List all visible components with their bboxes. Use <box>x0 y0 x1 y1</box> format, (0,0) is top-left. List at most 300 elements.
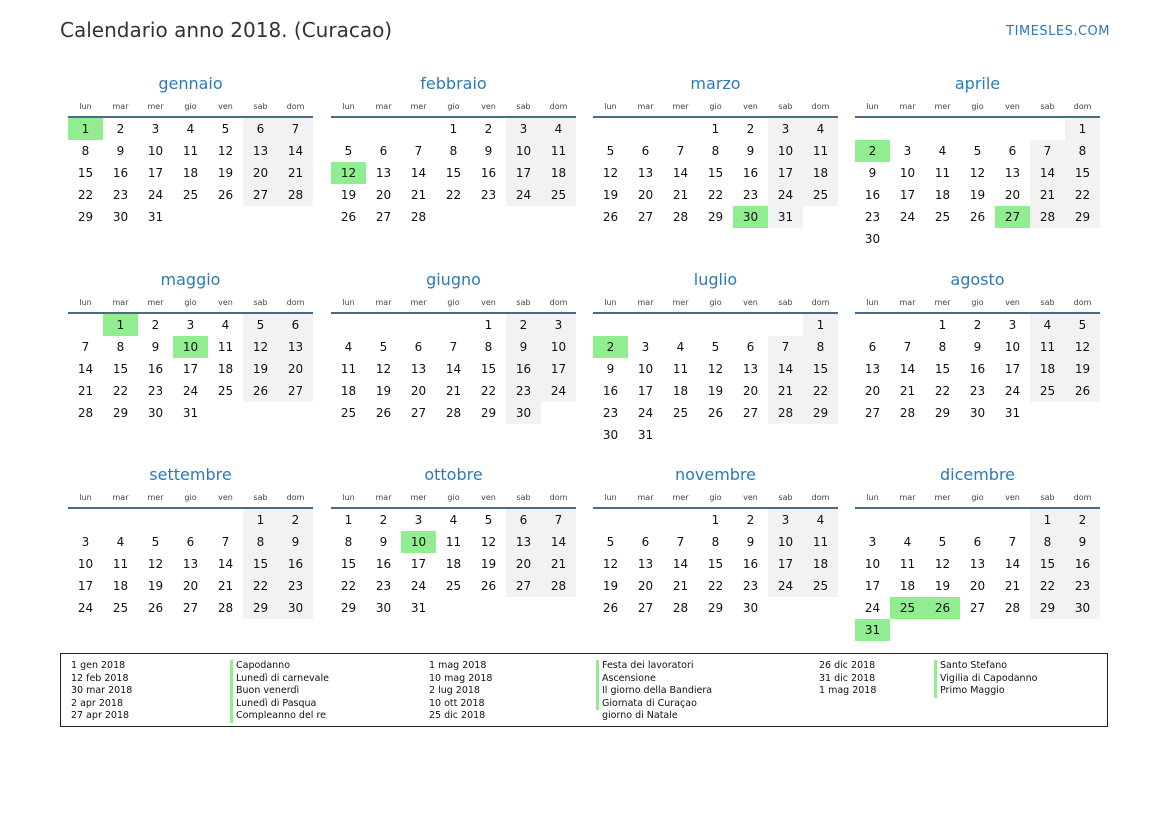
day-cell: 9 <box>484 144 493 158</box>
day-cell: 16 <box>506 358 541 380</box>
weekday-label: ven <box>1005 102 1020 111</box>
day-cell: 8 <box>449 144 458 158</box>
site-link[interactable]: TIMESLES.COM <box>1006 24 1110 39</box>
day-cell: 26 <box>707 406 724 420</box>
empty-day-cell <box>593 509 628 531</box>
day-cell: 21 <box>445 384 462 398</box>
empty-day-cell <box>1030 118 1065 140</box>
legend-date: 30 mar 2018 <box>71 685 133 697</box>
day-cell: 29 <box>112 406 129 420</box>
month-dicembre <box>855 463 1100 641</box>
legend-date: 31 dic 2018 <box>819 672 876 684</box>
day-cell: 13 <box>637 557 654 571</box>
day-cell: 20 <box>278 358 313 380</box>
month-aprile <box>855 72 1100 250</box>
legend-holiday-name: giorno di Natale <box>602 710 678 722</box>
day-cell: 30 <box>864 232 881 246</box>
weekday-label: ven <box>481 102 496 111</box>
weekday-header <box>68 292 313 314</box>
day-cell: 6 <box>243 118 278 140</box>
day-cell: 31 <box>182 406 199 420</box>
day-cell: 27 <box>969 601 986 615</box>
day-cell: 19 <box>147 579 164 593</box>
month-maggio <box>68 268 313 424</box>
day-cell: 2 <box>151 318 160 332</box>
day-cell: 23 <box>278 575 313 597</box>
day-cell: 21 <box>217 579 234 593</box>
weekday-label: ven <box>1005 493 1020 502</box>
day-cell: 2 <box>746 122 755 136</box>
day-cell: 7 <box>1008 535 1017 549</box>
day-cell: 14 <box>899 362 916 376</box>
day-cell: 15 <box>803 358 838 380</box>
day-cell: 20 <box>637 579 654 593</box>
day-cell: 9 <box>278 531 313 553</box>
day-cell: 29 <box>803 402 838 424</box>
day-cell: 6 <box>868 340 877 354</box>
day-cell: 1 <box>711 122 720 136</box>
day-cell: 18 <box>899 579 916 593</box>
day-cell: 3 <box>506 118 541 140</box>
day-cell: 9 <box>506 336 541 358</box>
weekday-header <box>331 487 576 509</box>
holiday-day-cell: 10 <box>173 336 208 358</box>
day-cell: 18 <box>182 166 199 180</box>
day-cell: 1 <box>344 513 353 527</box>
day-cell: 29 <box>77 210 94 224</box>
weekday-label: mar <box>637 493 654 502</box>
day-cell: 14 <box>278 140 313 162</box>
day-cell: 20 <box>1004 188 1021 202</box>
holiday-day-cell: 1 <box>68 118 103 140</box>
day-cell: 18 <box>340 384 357 398</box>
day-cell: 17 <box>637 384 654 398</box>
day-grid <box>855 118 1100 250</box>
day-cell: 12 <box>375 362 392 376</box>
day-cell: 4 <box>116 535 125 549</box>
day-cell: 5 <box>243 314 278 336</box>
holiday-day-cell: 12 <box>331 162 366 184</box>
weekday-label: mar <box>899 298 916 307</box>
day-cell: 2 <box>116 122 125 136</box>
day-cell: 14 <box>1004 557 1021 571</box>
empty-day-cell <box>663 314 698 336</box>
day-cell: 15 <box>707 557 724 571</box>
legend-holiday-name: Capodanno <box>230 660 329 673</box>
day-cell: 3 <box>868 535 877 549</box>
day-cell: 15 <box>243 553 278 575</box>
day-cell: 26 <box>602 601 619 615</box>
day-cell: 20 <box>742 384 759 398</box>
month-giugno <box>331 268 576 424</box>
day-cell: 9 <box>973 340 982 354</box>
day-cell: 28 <box>672 601 689 615</box>
weekday-label: lun <box>79 493 92 502</box>
weekday-label: gio <box>709 493 722 502</box>
day-cell: 20 <box>864 384 881 398</box>
day-cell: 17 <box>506 162 541 184</box>
legend-holiday-name: Lunedì di Pasqua <box>230 698 329 711</box>
day-cell: 23 <box>1065 575 1100 597</box>
day-cell: 23 <box>742 188 759 202</box>
day-cell: 3 <box>541 314 576 336</box>
day-cell: 9 <box>116 144 125 158</box>
day-cell: 16 <box>742 557 759 571</box>
empty-day-cell <box>733 314 768 336</box>
day-cell: 3 <box>768 118 803 140</box>
day-cell: 8 <box>81 144 90 158</box>
month-name: luglio <box>693 270 738 289</box>
day-cell: 16 <box>112 166 129 180</box>
day-cell: 21 <box>768 380 803 402</box>
weekday-label: mar <box>112 298 129 307</box>
day-cell: 2 <box>278 509 313 531</box>
weekday-label: lun <box>866 493 879 502</box>
day-cell: 25 <box>672 406 689 420</box>
empty-day-cell <box>768 314 803 336</box>
legend-holiday-name: Compleanno del re <box>230 710 329 723</box>
holiday-day-cell: 25 <box>890 597 925 619</box>
month-ottobre <box>331 463 576 619</box>
empty-day-cell <box>138 509 173 531</box>
month-agosto <box>855 268 1100 424</box>
month-name: marzo <box>690 74 741 93</box>
weekday-label: ven <box>218 102 233 111</box>
day-cell: 19 <box>243 358 278 380</box>
day-cell: 14 <box>77 362 94 376</box>
day-cell: 21 <box>672 188 689 202</box>
weekday-header <box>855 96 1100 118</box>
weekday-label: gio <box>184 493 197 502</box>
day-cell: 18 <box>445 557 462 571</box>
day-cell: 11 <box>934 166 951 180</box>
day-cell: 2 <box>484 122 493 136</box>
day-cell: 24 <box>147 188 164 202</box>
legend-dates-col-2 <box>429 660 492 723</box>
day-cell: 23 <box>742 579 759 593</box>
day-cell: 24 <box>768 575 803 597</box>
weekday-header <box>593 487 838 509</box>
page-title: Calendario anno 2018. (Curacao) <box>60 18 393 42</box>
day-cell: 27 <box>278 380 313 402</box>
day-cell: 16 <box>147 362 164 376</box>
empty-day-cell <box>401 314 436 336</box>
day-cell: 22 <box>1030 575 1065 597</box>
legend-names-col-2 <box>596 660 712 723</box>
day-cell: 10 <box>541 336 576 358</box>
legend-date: 10 ott 2018 <box>429 697 485 709</box>
day-cell: 28 <box>278 184 313 206</box>
weekday-label: lun <box>866 298 879 307</box>
empty-day-cell <box>593 118 628 140</box>
day-cell: 19 <box>602 188 619 202</box>
day-cell: 26 <box>340 210 357 224</box>
day-cell: 14 <box>445 362 462 376</box>
day-cell: 8 <box>1065 140 1100 162</box>
month-name: novembre <box>674 465 757 484</box>
day-grid <box>593 118 838 228</box>
day-cell: 26 <box>1065 380 1100 402</box>
day-cell: 28 <box>410 210 427 224</box>
day-cell: 3 <box>186 318 195 332</box>
day-cell: 10 <box>768 531 803 553</box>
day-cell: 23 <box>375 579 392 593</box>
legend-holiday-name: Giornata di Curaçao <box>596 698 712 711</box>
day-grid <box>593 509 838 619</box>
day-cell: 13 <box>375 166 392 180</box>
day-cell: 25 <box>934 210 951 224</box>
day-cell: 16 <box>278 553 313 575</box>
day-cell: 7 <box>278 118 313 140</box>
day-cell: 3 <box>414 513 423 527</box>
day-cell: 8 <box>484 340 493 354</box>
day-cell: 7 <box>541 509 576 531</box>
weekday-label: dom <box>1073 102 1092 111</box>
empty-day-cell <box>995 118 1030 140</box>
day-cell: 13 <box>278 336 313 358</box>
weekday-label: gio <box>971 298 984 307</box>
day-cell: 8 <box>938 340 947 354</box>
day-cell: 17 <box>1004 362 1021 376</box>
day-cell: 10 <box>147 144 164 158</box>
holiday-day-cell: 2 <box>855 140 890 162</box>
empty-day-cell <box>68 509 103 531</box>
day-cell: 18 <box>803 162 838 184</box>
day-cell: 30 <box>742 601 759 615</box>
day-cell: 1 <box>1065 118 1100 140</box>
legend-date: 1 gen 2018 <box>71 660 126 671</box>
empty-day-cell <box>960 118 995 140</box>
day-cell: 2 <box>379 513 388 527</box>
day-grid <box>855 314 1100 424</box>
day-cell: 2 <box>973 318 982 332</box>
day-cell: 16 <box>480 166 497 180</box>
weekday-label: lun <box>866 102 879 111</box>
day-cell: 25 <box>182 188 199 202</box>
legend-holiday-name: Festa dei lavoratori <box>596 660 712 673</box>
day-cell: 15 <box>112 362 129 376</box>
day-cell: 8 <box>711 535 720 549</box>
day-cell: 21 <box>1030 184 1065 206</box>
day-cell: 19 <box>1065 358 1100 380</box>
day-cell: 30 <box>602 428 619 442</box>
day-cell: 18 <box>112 579 129 593</box>
weekday-label: mar <box>899 102 916 111</box>
day-cell: 25 <box>112 601 129 615</box>
day-cell: 10 <box>506 140 541 162</box>
day-cell: 14 <box>768 358 803 380</box>
weekday-label: mer <box>672 493 689 502</box>
day-cell: 25 <box>803 184 838 206</box>
weekday-label: dom <box>549 298 568 307</box>
day-cell: 19 <box>480 557 497 571</box>
day-cell: 21 <box>541 553 576 575</box>
day-cell: 13 <box>969 557 986 571</box>
day-cell: 14 <box>672 166 689 180</box>
month-novembre <box>593 463 838 619</box>
empty-day-cell <box>436 314 471 336</box>
day-cell: 18 <box>541 162 576 184</box>
day-cell: 4 <box>903 535 912 549</box>
day-cell: 29 <box>243 597 278 619</box>
day-cell: 23 <box>864 210 881 224</box>
legend-date: 2 lug 2018 <box>429 685 480 697</box>
day-cell: 9 <box>151 340 160 354</box>
month-name: maggio <box>160 270 221 289</box>
weekday-label: sab <box>253 102 268 111</box>
day-grid <box>68 509 313 619</box>
weekday-header <box>68 487 313 509</box>
day-cell: 10 <box>637 362 654 376</box>
day-cell: 5 <box>606 144 615 158</box>
day-grid <box>855 509 1100 641</box>
day-cell: 14 <box>541 531 576 553</box>
day-cell: 21 <box>77 384 94 398</box>
day-cell: 9 <box>606 362 615 376</box>
day-cell: 1 <box>243 509 278 531</box>
day-cell: 24 <box>1004 384 1021 398</box>
day-cell: 21 <box>410 188 427 202</box>
day-cell: 11 <box>182 144 199 158</box>
day-cell: 27 <box>637 601 654 615</box>
month-name: febbraio <box>420 74 487 93</box>
legend-date: 10 mag 2018 <box>429 672 493 684</box>
holiday-day-cell: 26 <box>925 597 960 619</box>
weekday-header <box>593 96 838 118</box>
day-cell: 7 <box>449 340 458 354</box>
weekday-header <box>855 292 1100 314</box>
day-cell: 13 <box>1004 166 1021 180</box>
day-cell: 23 <box>602 406 619 420</box>
empty-day-cell <box>925 509 960 531</box>
day-cell: 28 <box>1004 601 1021 615</box>
day-cell: 28 <box>445 406 462 420</box>
day-cell: 29 <box>707 601 724 615</box>
day-cell: 8 <box>243 531 278 553</box>
day-cell: 2 <box>1065 509 1100 531</box>
day-cell: 21 <box>278 162 313 184</box>
day-cell: 7 <box>768 336 803 358</box>
empty-day-cell <box>366 314 401 336</box>
day-cell: 6 <box>379 144 388 158</box>
weekday-label: dom <box>286 493 305 502</box>
day-cell: 8 <box>711 144 720 158</box>
weekday-label: mer <box>934 298 951 307</box>
weekday-header <box>68 96 313 118</box>
day-cell: 26 <box>602 210 619 224</box>
day-cell: 13 <box>742 362 759 376</box>
day-cell: 30 <box>506 402 541 424</box>
weekday-label: lun <box>79 298 92 307</box>
day-cell: 27 <box>182 601 199 615</box>
weekday-label: mar <box>375 493 392 502</box>
weekday-label: mar <box>375 298 392 307</box>
day-cell: 5 <box>221 122 230 136</box>
day-cell: 13 <box>182 557 199 571</box>
empty-day-cell <box>663 118 698 140</box>
day-cell: 4 <box>221 318 230 332</box>
day-cell: 20 <box>506 553 541 575</box>
weekday-label: sab <box>516 102 531 111</box>
day-cell: 6 <box>641 144 650 158</box>
weekday-label: gio <box>447 493 460 502</box>
day-cell: 24 <box>410 579 427 593</box>
weekday-label: dom <box>1073 298 1092 307</box>
day-cell: 29 <box>480 406 497 420</box>
day-cell: 7 <box>676 144 685 158</box>
day-cell: 23 <box>147 384 164 398</box>
day-cell: 16 <box>742 166 759 180</box>
day-cell: 17 <box>77 579 94 593</box>
day-cell: 23 <box>506 380 541 402</box>
day-cell: 10 <box>899 166 916 180</box>
day-cell: 27 <box>506 575 541 597</box>
month-name: ottobre <box>424 465 483 484</box>
day-cell: 13 <box>410 362 427 376</box>
weekday-label: mer <box>147 298 164 307</box>
day-cell: 30 <box>278 597 313 619</box>
weekday-label: gio <box>709 298 722 307</box>
weekday-header <box>331 96 576 118</box>
day-cell: 25 <box>340 406 357 420</box>
weekday-label: dom <box>1073 493 1092 502</box>
day-cell: 13 <box>864 362 881 376</box>
day-cell: 17 <box>410 557 427 571</box>
day-cell: 11 <box>803 140 838 162</box>
empty-day-cell <box>855 509 890 531</box>
weekday-label: dom <box>811 298 830 307</box>
day-cell: 7 <box>1030 140 1065 162</box>
weekday-label: gio <box>447 102 460 111</box>
day-cell: 29 <box>1065 206 1100 228</box>
day-cell: 26 <box>480 579 497 593</box>
weekday-label: lun <box>342 102 355 111</box>
day-cell: 22 <box>1065 184 1100 206</box>
day-cell: 10 <box>864 557 881 571</box>
weekday-label: gio <box>184 102 197 111</box>
day-cell: 9 <box>868 166 877 180</box>
empty-day-cell <box>331 314 366 336</box>
empty-day-cell <box>173 509 208 531</box>
legend-holiday-name: Il giorno della Bandiera <box>596 685 712 698</box>
day-cell: 7 <box>81 340 90 354</box>
empty-day-cell <box>208 509 243 531</box>
weekday-label: sab <box>778 298 793 307</box>
day-cell: 5 <box>151 535 160 549</box>
day-cell: 26 <box>969 210 986 224</box>
day-cell: 5 <box>1065 314 1100 336</box>
weekday-label: mar <box>637 298 654 307</box>
day-grid <box>331 118 576 228</box>
weekday-label: sab <box>253 298 268 307</box>
day-cell: 11 <box>899 557 916 571</box>
month-gennaio <box>68 72 313 228</box>
day-cell: 28 <box>217 601 234 615</box>
day-cell: 19 <box>707 384 724 398</box>
day-cell: 9 <box>379 535 388 549</box>
day-cell: 22 <box>112 384 129 398</box>
day-grid <box>68 118 313 228</box>
weekday-label: gio <box>971 102 984 111</box>
day-cell: 4 <box>1030 314 1065 336</box>
empty-day-cell <box>855 118 890 140</box>
day-cell: 27 <box>637 210 654 224</box>
day-cell: 7 <box>676 535 685 549</box>
empty-day-cell <box>925 118 960 140</box>
day-cell: 15 <box>934 362 951 376</box>
holiday-day-cell: 31 <box>855 619 890 641</box>
day-cell: 12 <box>934 557 951 571</box>
